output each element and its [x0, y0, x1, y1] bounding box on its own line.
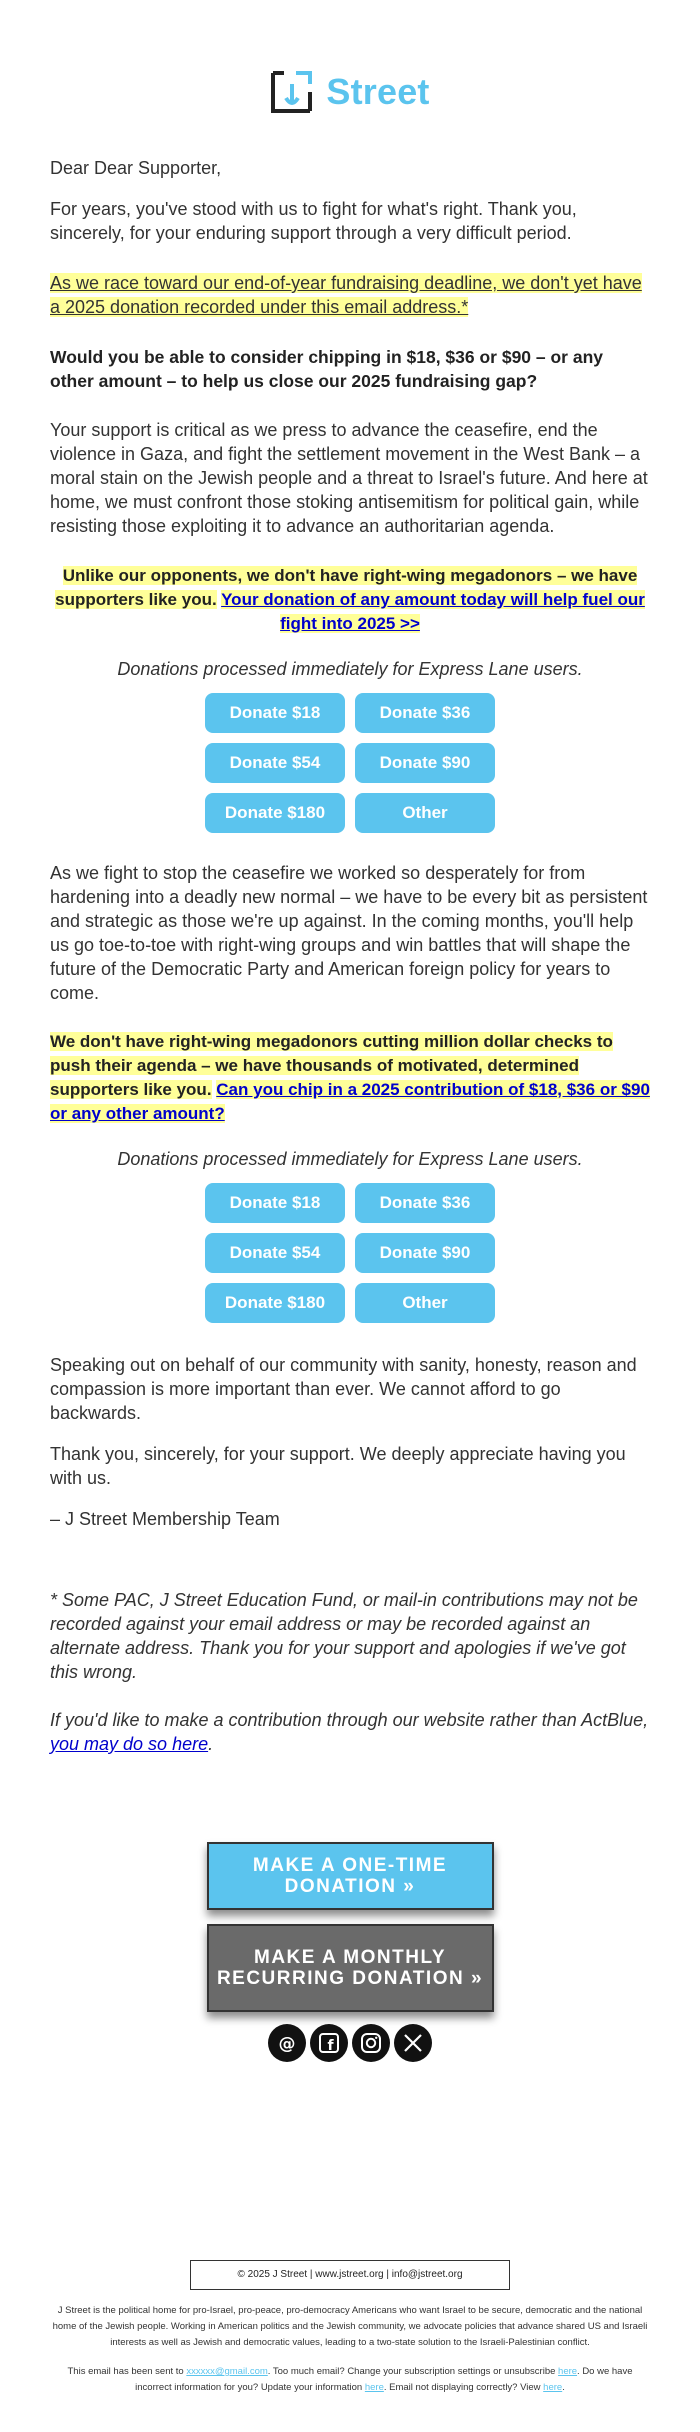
footer-sent-mid2: . Do we have incorrect information for you? Update your information: [135, 2366, 633, 2393]
callout-1: [50, 564, 650, 636]
speaking-paragraph: Speaking out on behalf of our community with sanity, honesty, reason and compassion is more important than ever. We cannot afford to go backwards.: [50, 1355, 637, 1423]
donate-18-button[interactable]: Donate $18: [205, 1183, 345, 1223]
footer-sent-mid: . Too much email? Change your subscription settings or unsubscribe: [267, 2366, 556, 2377]
website-note-end: .: [208, 1734, 214, 1754]
donate-other-button[interactable]: Other: [355, 793, 495, 833]
donate-90-button[interactable]: Donate $90: [355, 743, 495, 783]
monthly-donation-button[interactable]: MAKE A MONTHLY RECURRING DONATION »: [207, 1924, 494, 2012]
deadline-paragraph: [50, 271, 650, 319]
website-donate-link[interactable]: you may do so here: [50, 1734, 209, 1754]
website-note: [50, 1708, 650, 1756]
support-paragraph: Your support is critical as we press to advance the ceasefire, end the violence in Gaza, and fight the settlement movement in the West Bank – a moral stain on the Jewish people and a threat to Israel's future. And here at home, we must confront those stoking antisemitism for political gain, while resisting those exploiting it to advance an authoritarian agenda.: [50, 420, 648, 536]
express-note-2: Donations processed immediately for Express Lane users.: [117, 1149, 583, 1169]
express-note-1: Donations processed immediately for Express Lane users.: [117, 659, 583, 679]
donate-36-button[interactable]: Donate $36: [355, 693, 495, 733]
thanks-paragraph: Thank you, sincerely, for your support. We deeply appreciate having you with us.: [50, 1444, 626, 1488]
footer-email-link[interactable]: xxxxxx@gmail.com: [186, 2366, 268, 2377]
view-online-link[interactable]: here: [543, 2382, 563, 2393]
donate-54-button[interactable]: Donate $54: [205, 743, 345, 783]
threads-icon[interactable]: [268, 2024, 306, 2062]
cta-section: [0, 1842, 700, 2012]
callout-2-link[interactable]: Can you chip in a 2025 contribution of $18, $36 or $90 or any other amount?: [50, 1080, 650, 1123]
bottom-spacer: [0, 2396, 700, 2432]
email-page: [0, 68, 700, 2432]
x-icon[interactable]: [394, 2024, 432, 2062]
donate-grid-1: [205, 693, 495, 833]
footer-copyright: © 2025 J Street | www.jstreet.org | info@jstreet.org: [190, 2260, 510, 2290]
jstreet-logo-icon: [270, 70, 318, 114]
ask-paragraph: Would you be able to consider chipping in $18, $36 or $90 – or any other amount – to help us close our 2025 fundraising gap?: [50, 347, 604, 391]
fight-paragraph: As we fight to stop the ceasefire we worked so desperately for from hardening into a deadly new normal – we have to be every bit as persistent and strategic as those we're up against. In the coming months, you'll help us go toe-to-toe with right-wing groups and win battles that will shape the future of the Democratic Party and American foreign policy for years to come.: [50, 863, 648, 1003]
donate-180-button[interactable]: Donate $180: [205, 1283, 345, 1323]
instagram-icon[interactable]: [352, 2024, 390, 2062]
callout-1-text: Unlike our opponents, we don't have right-wing megadonors – we have supporters like you.: [55, 566, 638, 609]
footer-sent-end: .: [562, 2382, 565, 2393]
website-note-text: If you'd like to make a contribution through our website rather than ActBlue,: [50, 1710, 649, 1730]
donate-18-button[interactable]: Donate $18: [205, 693, 345, 733]
donate-other-button[interactable]: Other: [355, 1283, 495, 1323]
footer-sent-pre: This email has been sent to: [67, 2366, 184, 2377]
footer-about: J Street is the political home for pro-Israel, pro-peace, pro-democracy Americans who want Israel to be secure, democratic and the national home of the Jewish people. Working in American politics and the Jewish community, we advocate policies that advance shared US and Israeli interests as well as Jewish and democratic values, leading to a two-state solution to the Israeli-Palestinian conflict.: [52, 2305, 648, 2348]
disclaimer: * Some PAC, J Street Education Fund, or mail-in contributions may not be recorded against your email address or may be recorded against an alternate address. Thank you for your support and apologies if we've got this wrong.: [50, 1590, 638, 1682]
intro-paragraph: For years, you've stood with us to fight for what's right. Thank you, sincerely, for your enduring support through a very difficult period.: [50, 199, 577, 243]
jstreet-logo[interactable]: [0, 68, 700, 116]
callout-2: [50, 1030, 650, 1126]
callout-1-link[interactable]: Your donation of any amount today will help fuel our fight into 2025 >>: [221, 590, 645, 633]
donate-180-button[interactable]: Donate $180: [205, 793, 345, 833]
footer-subscription: [0, 2364, 700, 2396]
greeting: Dear Dear Supporter,: [50, 158, 222, 178]
signoff: – J Street Membership Team: [50, 1509, 280, 1529]
one-time-donation-button[interactable]: MAKE A ONE-TIME DONATION »: [207, 1842, 494, 1910]
facebook-icon[interactable]: [310, 2024, 348, 2062]
logo-text: Street: [326, 71, 430, 112]
update-info-link[interactable]: here: [364, 2382, 384, 2393]
deadline-link[interactable]: As we race toward our end-of-year fundraising deadline, we don't yet have a 2025 donation recorded under this email address.*: [50, 273, 642, 317]
footer-sent-mid3: . Email not displaying correctly? View: [383, 2382, 541, 2393]
donate-90-button[interactable]: Donate $90: [355, 1233, 495, 1273]
unsubscribe-link[interactable]: here: [558, 2366, 578, 2377]
donate-grid-2: [205, 1183, 495, 1323]
donate-36-button[interactable]: Donate $36: [355, 1183, 495, 1223]
social-links: [0, 2024, 700, 2062]
callout-2-text: We don't have right-wing megadonors cutting million dollar checks to push their agenda – we have thousands of motivated, determined supporters like you.: [50, 1032, 613, 1099]
svg-text:f: f: [327, 2038, 334, 2054]
donate-54-button[interactable]: Donate $54: [205, 1233, 345, 1273]
email-body: [0, 156, 700, 1756]
svg-text:@: @: [278, 2034, 296, 2054]
